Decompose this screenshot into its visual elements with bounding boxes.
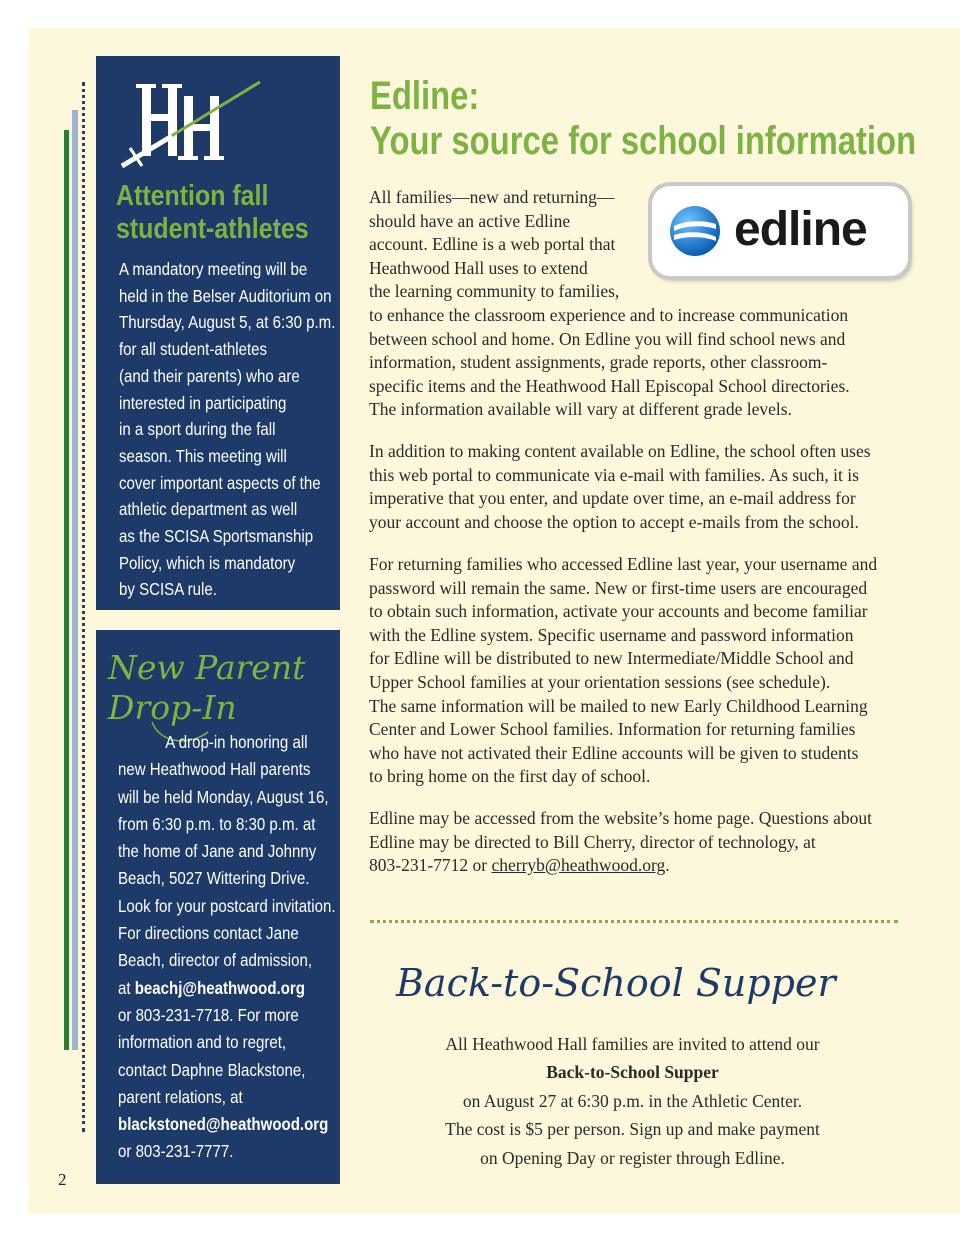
supper-event-name: Back-to-School Supper (546, 1062, 719, 1083)
new-parent-line: from 6:30 p.m. to 8:30 p.m. at (118, 813, 316, 834)
blue-stripe (72, 110, 78, 1050)
new-parent-line: Look for your postcard invitation. (118, 895, 336, 916)
edline-logo-text: edline (734, 203, 867, 256)
paragraph-line: Edline may be accessed from the website’s home page. Questions about (369, 808, 872, 828)
paragraph-line: the learning community to families, (369, 281, 620, 302)
supper-announcement (400, 1030, 865, 1172)
paragraph-line: who have not activated their Edline accounts will be given to students (369, 742, 859, 763)
paragraph-line: The same information will be mailed to new Early Childhood Learning (369, 695, 868, 716)
dotted-divider (370, 920, 898, 923)
attention-line: cover important aspects of the (119, 472, 321, 493)
new-parent-title (108, 648, 305, 728)
paragraph-line: Upper School families at your orientation sessions (see schedule). (369, 671, 831, 692)
paragraph-line: specific items and the Heathwood Hall Episcopal School directories. (369, 375, 850, 396)
paragraph-line: imperative that you enter, and update over time, an e-mail address for (369, 488, 856, 509)
supper-line: The cost is $5 per person. Sign up and make payment (445, 1119, 820, 1140)
supper-line: on Opening Day or register through Edline. (480, 1147, 785, 1168)
email-link-cherryb[interactable]: cherryb@heathwood.org (491, 855, 666, 876)
attention-title-line: student-athletes (116, 213, 309, 245)
attention-title (116, 180, 309, 246)
paragraph-line: for Edline will be distributed to new Intermediate/Middle School and (369, 648, 854, 669)
heathwood-hall-logo-icon (112, 76, 272, 172)
new-parent-line: or 803-231-7718. For more (118, 1004, 299, 1025)
new-parent-line: contact Daphne Blackstone, (118, 1059, 306, 1080)
new-parent-line: For directions contact Jane (118, 923, 299, 944)
paragraph-line: between school and home. On Edline you will find school news and (369, 328, 846, 349)
attention-line: as the SCISA Sportsmanship (119, 526, 314, 547)
new-parent-line: parent relations, at (118, 1086, 243, 1107)
paragraph-line: In addition to making content available on Edline, the school often uses (369, 441, 871, 461)
new-parent-body (118, 729, 371, 1166)
supper-line: All Heathwood Hall families are invited to attend our (445, 1034, 820, 1054)
paragraph-3 (369, 553, 929, 789)
page-number: 2 (58, 1170, 67, 1189)
paragraph-1 (369, 186, 929, 422)
new-parent-title-line: Drop-In (108, 688, 237, 727)
attention-title-line: Attention fall (116, 180, 269, 212)
contact-line (369, 854, 929, 878)
attention-line: by SCISA rule. (119, 579, 217, 600)
paragraph-line: The information available will vary at different grade levels. (369, 399, 792, 420)
green-stripe (64, 130, 69, 1050)
phone-text: 803-231-7712 or (369, 855, 492, 876)
paragraph-line: Edline may be directed to Bill Cherry, director of technology, at (369, 831, 816, 852)
paragraph-line: to enhance the classroom experience and to increase communication (369, 304, 849, 325)
attention-line: athletic department as well (119, 499, 298, 520)
new-parent-email-line (118, 975, 336, 1002)
attention-line: season. This meeting will (119, 445, 287, 466)
paragraph-4 (369, 807, 929, 878)
new-parent-line: information and to regret, (118, 1032, 287, 1053)
main-title-line1: Edline: (370, 74, 480, 118)
supper-title: Back-to-School Supper (396, 961, 836, 1005)
main-title-line2: Your source for school information (370, 119, 917, 163)
period: . (665, 855, 670, 876)
email-link-blackstoned[interactable]: blackstoned@heathwood.org (118, 1114, 329, 1135)
paragraph-line: Center and Lower School families. Information for returning families (369, 719, 856, 740)
new-parent-line: the home of Jane and Johnny (118, 841, 317, 862)
paragraph-line: should have an active Edline (369, 210, 571, 231)
attention-line: (and their parents) who are (119, 365, 300, 386)
attention-line: in a sport during the fall (119, 419, 276, 440)
paragraph-line: account. Edline is a web portal that (369, 234, 616, 255)
paragraph-line: to bring home on the first day of school. (369, 766, 651, 787)
paragraph-line: to obtain such information, activate your accounts and become familiar (369, 601, 868, 622)
attention-line: for all student-athletes (119, 339, 268, 360)
attention-line: interested in participating (119, 392, 287, 413)
email-link-beachj[interactable]: beachj@heathwood.org (134, 977, 305, 998)
paragraph-line: Heathwood Hall uses to extend (369, 257, 588, 278)
new-parent-title-line: New Parent (108, 648, 306, 687)
paragraph-line: information, student assignments, grade reports, other classroom- (369, 352, 828, 373)
attention-line: Thursday, August 5, at 6:30 p.m. (119, 312, 336, 333)
paragraph-2 (369, 440, 929, 534)
paragraph-line: All families—new and returning— (369, 187, 615, 207)
paragraph-line: your account and choose the option to accept e-mails from the school. (369, 511, 859, 532)
at-prefix: at (118, 977, 135, 998)
new-parent-line: new Heathwood Hall parents (118, 759, 311, 780)
new-parent-line: A drop-in honoring all (165, 732, 308, 752)
supper-line: on August 27 at 6:30 p.m. in the Athletic Center. (462, 1090, 803, 1111)
attention-line: A mandatory meeting will be (119, 259, 308, 279)
new-parent-line: Beach, 5027 Wittering Drive. (118, 868, 310, 889)
new-parent-line: Beach, director of admission, (118, 950, 313, 971)
attention-body (119, 256, 371, 603)
new-parent-line: or 803-231-7777. (118, 1141, 234, 1162)
new-parent-email-line (118, 1111, 336, 1138)
paragraph-line: this web portal to communicate via e-mail with families. As such, it is (369, 464, 859, 485)
paragraph-line: For returning families who accessed Edline last year, your username and (369, 554, 878, 574)
dotted-rule-vertical (82, 82, 85, 1132)
attention-line: Policy, which is mandatory (119, 552, 296, 573)
new-parent-line: will be held Monday, August 16, (118, 786, 329, 807)
paragraph-line: password will remain the same. New or first-time users are encouraged (369, 577, 868, 598)
paragraph-line: with the Edline system. Specific username and password information (369, 624, 854, 645)
attention-line: held in the Belser Auditorium on (119, 285, 332, 306)
